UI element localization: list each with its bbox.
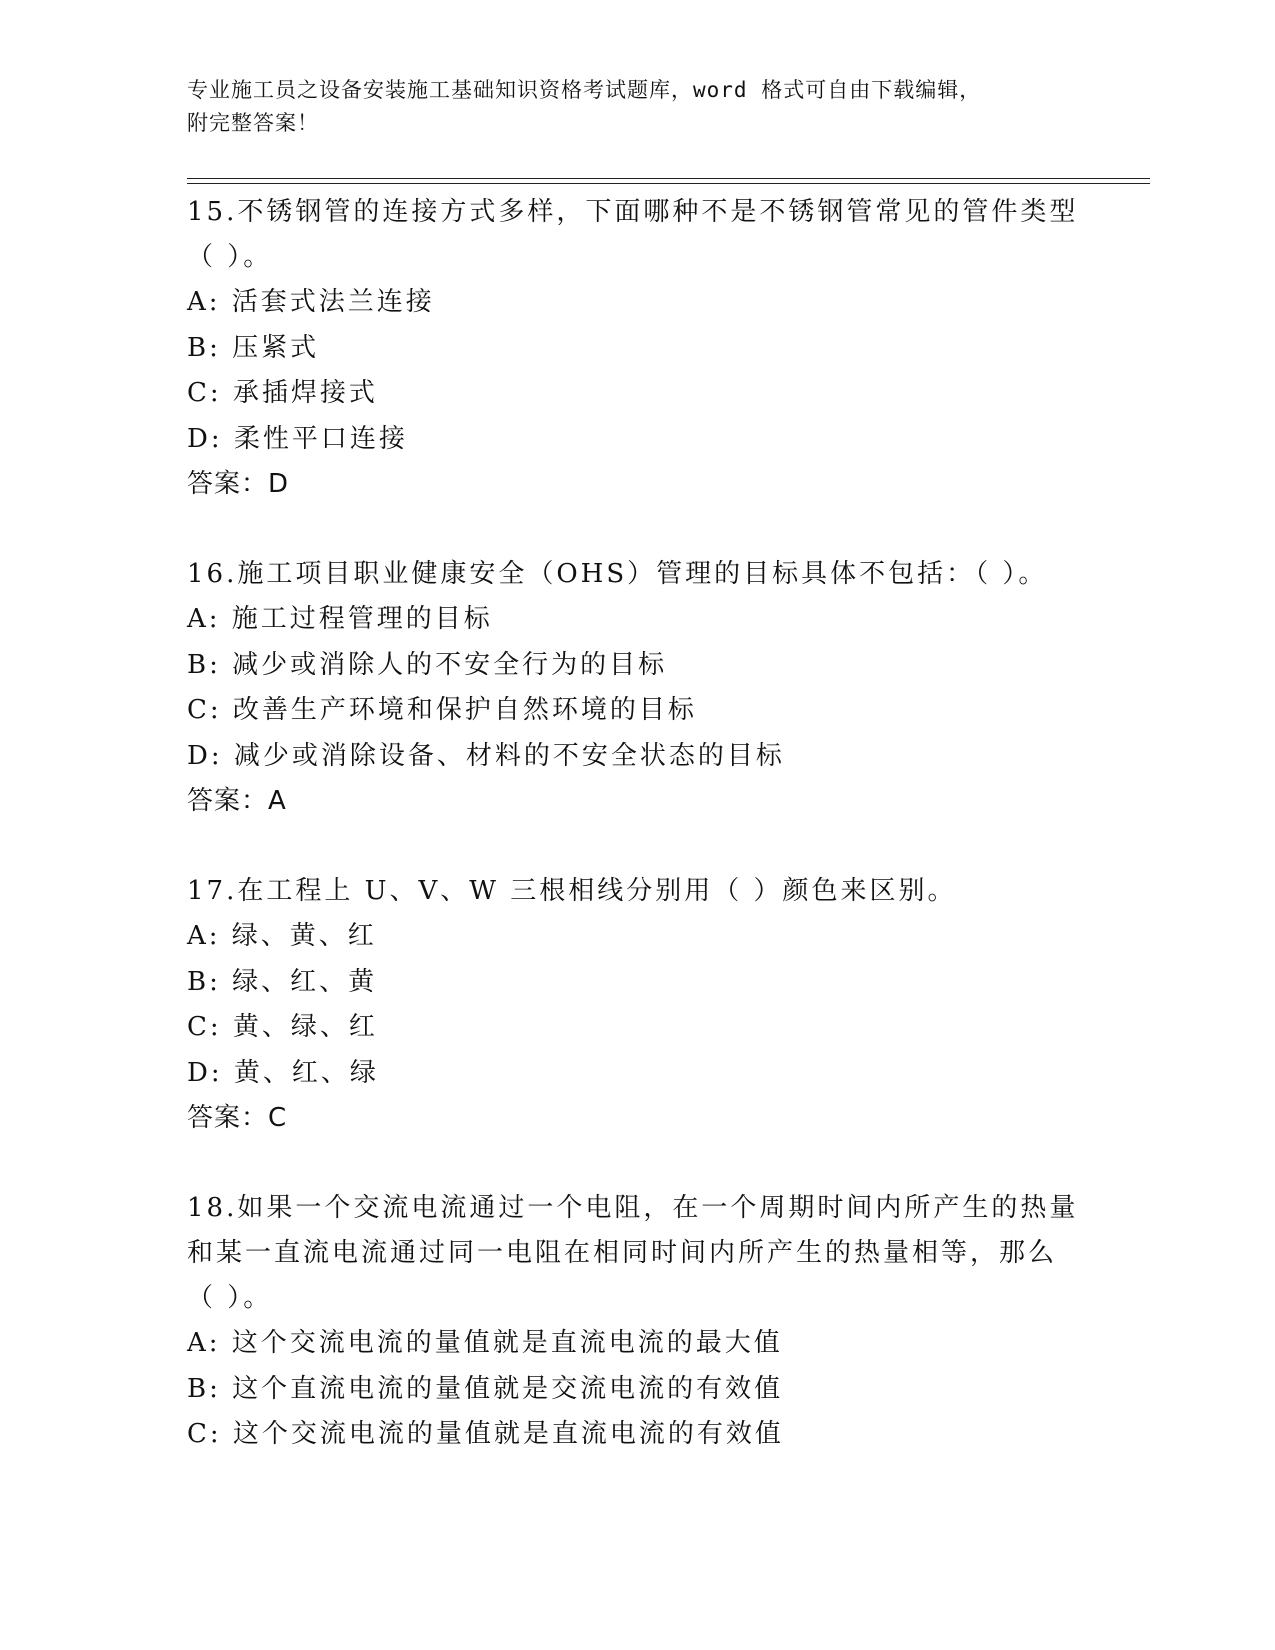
document-header (187, 74, 1087, 140)
question-list (187, 190, 1107, 1458)
option-d: D: 减少或消除设备、材料的不安全状态的目标 (187, 740, 785, 771)
option-a: A: 活套式法兰连接 (187, 287, 435, 317)
question-stem (187, 1186, 1107, 1321)
stem-line: （ ）。 (187, 1283, 273, 1313)
header-line-1: 专业施工员之设备安装施工基础知识资格考试题库，word 格式可自由下载编辑， (187, 78, 982, 102)
option-c: C: 黄、绿、红 (187, 1012, 378, 1042)
stem-line: （ ）。 (187, 242, 273, 272)
question-18 (187, 1186, 1107, 1458)
option-c: C: 改善生产环境和保护自然环境的目标 (187, 695, 697, 725)
question-17 (187, 869, 1107, 1140)
option-b: B: 这个直流电流的量值就是交流电流的有效值 (187, 1373, 784, 1404)
header-divider-top (187, 178, 1150, 179)
stem-line: 17.在工程上 U、V、W 三根相线分别用（ ）颜色来区别。 (187, 876, 957, 906)
answer: 答案：D (187, 469, 290, 499)
option-a: A: 施工过程管理的目标 (187, 604, 493, 634)
question-stem (187, 552, 1107, 597)
option-b: B: 绿、红、黄 (187, 966, 378, 997)
question-stem (187, 869, 1107, 914)
question-16 (187, 552, 1107, 823)
question-stem (187, 190, 1107, 280)
stem-line: 18.如果一个交流电流通过一个电阻，在一个周期时间内所产生的热量 (187, 1193, 1079, 1223)
question-15 (187, 190, 1107, 506)
option-d: D: 黄、红、绿 (187, 1057, 379, 1088)
option-c: C: 承插焊接式 (187, 378, 378, 408)
header-line-2: 附完整答案！ (187, 111, 319, 135)
option-b: B: 减少或消除人的不安全行为的目标 (187, 649, 668, 680)
answer: 答案：C (187, 1103, 288, 1133)
option-d: D: 柔性平口连接 (187, 423, 408, 454)
answer: 答案：A (187, 786, 287, 816)
option-b: B: 压紧式 (187, 332, 320, 363)
option-a: A: 绿、黄、红 (187, 921, 377, 951)
header-divider-bottom (187, 183, 1150, 184)
stem-line: 和某一直流电流通过同一电阻在相同时间内所产生的热量相等，那么 (187, 1238, 1058, 1268)
option-a: A: 这个交流电流的量值就是直流电流的最大值 (187, 1328, 783, 1358)
stem-line: 16.施工项目职业健康安全（OHS）管理的目标具体不包括：（ ）。 (187, 559, 1048, 589)
option-c: C: 这个交流电流的量值就是直流电流的有效值 (187, 1419, 784, 1449)
stem-line: 15.不锈钢管的连接方式多样，下面哪种不是不锈钢管常见的管件类型 (187, 197, 1079, 227)
